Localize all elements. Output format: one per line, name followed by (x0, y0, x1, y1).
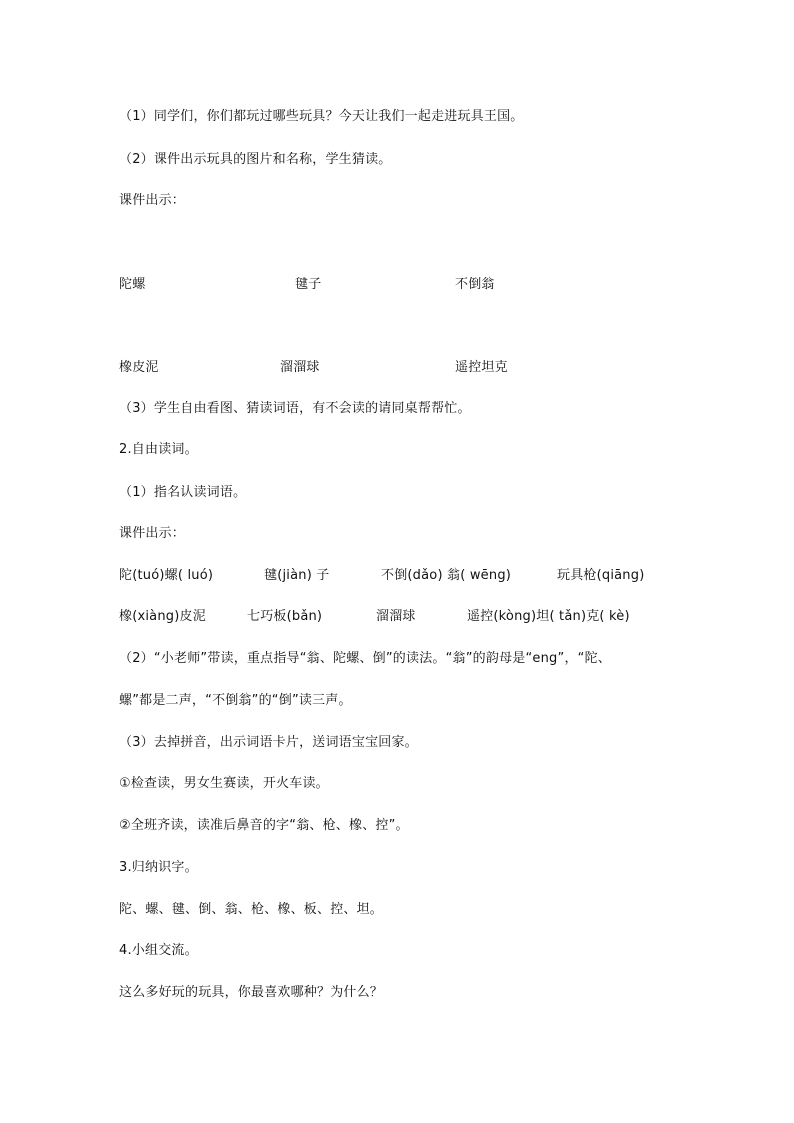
pinyin-word-liuliuqiu: 溜溜球 (376, 609, 416, 624)
pinyin-word-qiqiaoban: 七巧板(bǎn) (247, 609, 323, 624)
pinyin-word-xiangpini: 橡(xiàng)皮泥 (119, 609, 206, 624)
paragraph-remove-pinyin: （3）去掉拼音，出示词语卡片，送词语宝宝回家。 (119, 735, 418, 750)
paragraph-check-reading: ①检查读，男女生赛读，开火车读。 (119, 776, 329, 791)
paragraph-name-reading: （1）指名认读词语。 (119, 485, 247, 500)
paragraph-courseware-guess: （2）课件出示玩具的图片和名称，学生猜读。 (119, 152, 392, 167)
heading-group-discussion: 4.小组交流。 (119, 943, 198, 958)
paragraph-courseware-label-2: 课件出示： (119, 526, 186, 541)
paragraph-character-list: 陀、螺、毽、倒、翁、枪、橡、板、控、坦。 (119, 902, 384, 917)
heading-summarize-characters: 3.归纳识字。 (119, 860, 198, 875)
picture-word-budaoweng: 不倒翁 (455, 277, 495, 292)
paragraph-little-teacher: （2）“小老师”带读，重点指导“翁、陀螺、倒”的读法。“翁”的韵母是“eng”，“陀、 (119, 651, 611, 666)
pinyin-word-budaoweng: 不倒(dǎo) 翁( wēng) (381, 568, 512, 583)
heading-free-reading: 2.自由读词。 (119, 442, 198, 457)
picture-word-xiangpini: 橡皮泥 (119, 360, 159, 375)
paragraph-intro-question: （1）同学们，你们都玩过哪些玩具？今天让我们一起走进玩具王国。 (119, 109, 524, 124)
paragraph-tone-note: 螺”都是二声，“不倒翁”的“倒”读三声。 (119, 693, 352, 708)
picture-word-jianzi: 毽子 (295, 277, 322, 292)
picture-word-yaokongtanke: 遥控坦克 (455, 360, 508, 375)
picture-word-liuliuqiu: 溜溜球 (280, 360, 320, 375)
pinyin-word-yaokongtanke: 遥控(kòng)坦( tǎn)克( kè) (467, 609, 630, 624)
pinyin-word-jianzi: 毽(jiàn) 子 (264, 568, 330, 583)
pinyin-word-tuoluo: 陀(tuó)螺( luó) (119, 568, 214, 583)
pinyin-word-wanjuqiang: 玩具枪(qiāng) (557, 568, 645, 583)
paragraph-favorite-toy-question: 这么多好玩的玩具，你最喜欢哪种？为什么？ (119, 985, 384, 1000)
paragraph-class-reading: ②全班齐读，读准后鼻音的字“翁、枪、橡、控”。 (119, 818, 409, 833)
paragraph-free-guess: （3）学生自由看图、猜读词语，有不会读的请同桌帮帮忙。 (119, 401, 471, 416)
picture-word-tuoluo: 陀螺 (119, 277, 146, 292)
paragraph-courseware-label-1: 课件出示： (119, 193, 186, 208)
